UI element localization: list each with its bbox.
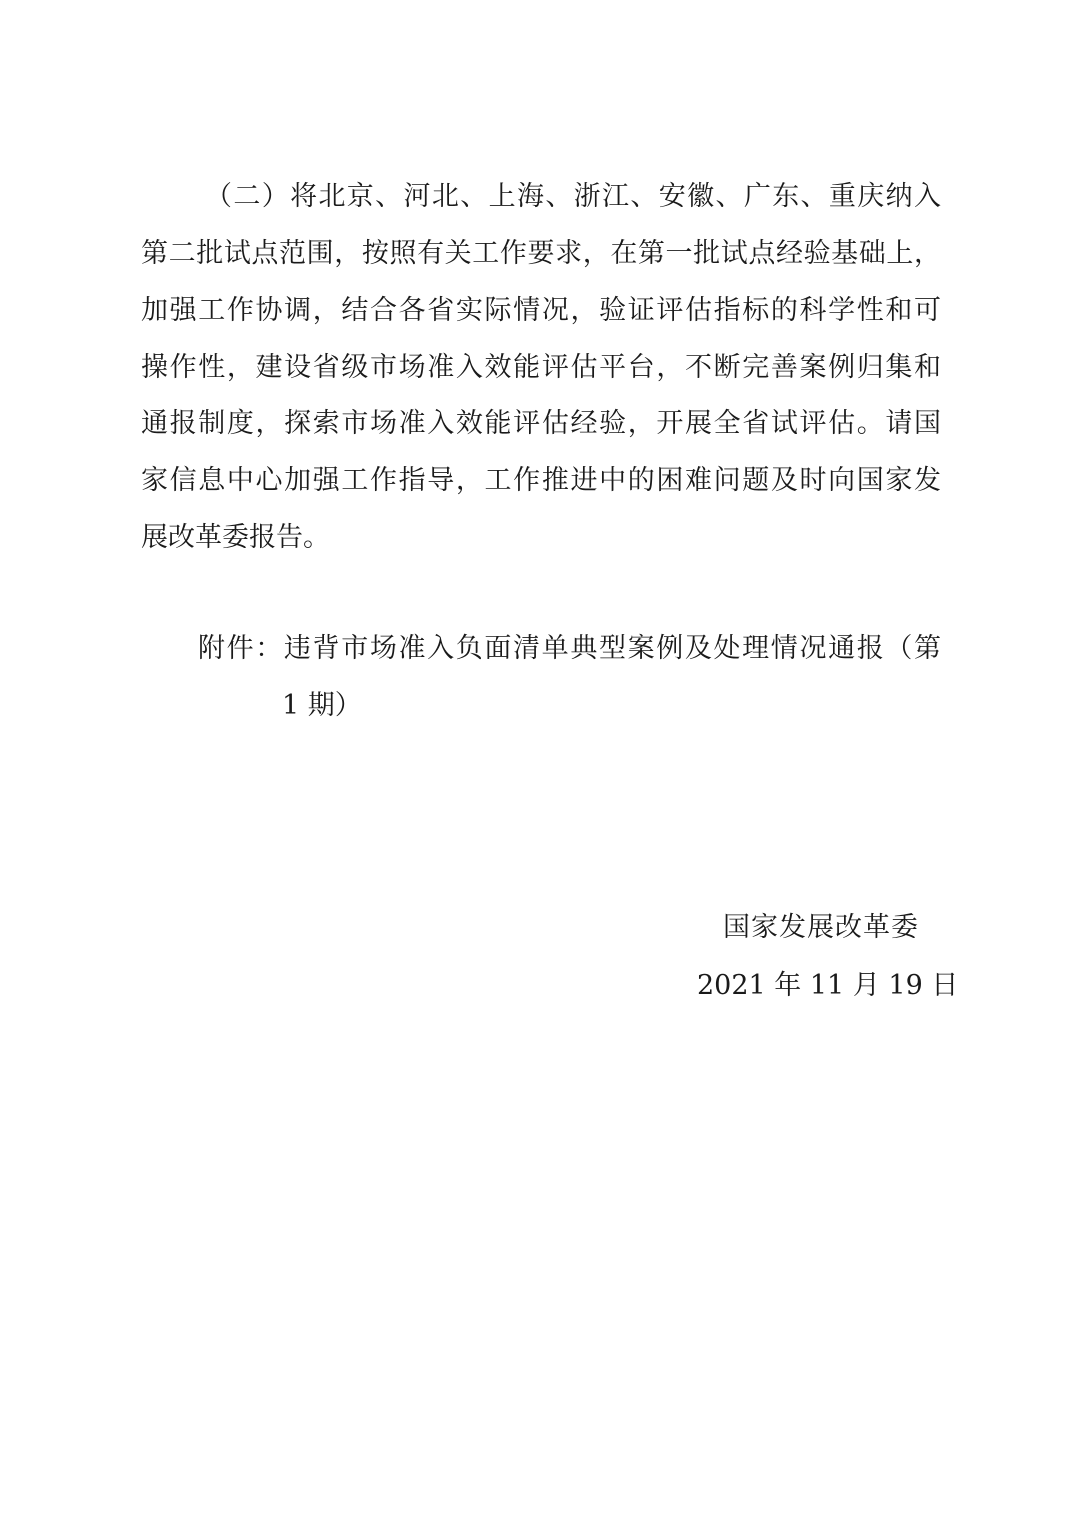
paragraph-line-2: 第二批试点范围，按照有关工作要求，在第一批试点经验基础上， [141, 238, 941, 269]
signature-date: 2021 年 11 月 19 日 [697, 970, 959, 1001]
paragraph-line-7: 展改革委报告。 [141, 522, 330, 553]
paragraph-line-5: 通报制度，探索市场准入效能评估经验，开展全省试评估。请国 [141, 408, 941, 439]
paragraph-line-1: （二）将北京、河北、上海、浙江、安徽、广东、重庆纳入 [205, 181, 941, 212]
attachment-label: 附件：违背市场准入负面清单典型案例及处理情况通报（第 [198, 633, 941, 664]
signature-organization: 国家发展改革委 [723, 912, 919, 943]
paragraph-line-3: 加强工作协调，结合各省实际情况，验证评估指标的科学性和可 [141, 295, 941, 326]
paragraph-line-6: 家信息中心加强工作指导，工作推进中的困难问题及时向国家发 [141, 465, 941, 496]
paragraph-line-4: 操作性，建设省级市场准入效能评估平台，不断完善案例归集和 [141, 352, 941, 383]
attachment-label-continued: 1 期） [282, 690, 362, 721]
